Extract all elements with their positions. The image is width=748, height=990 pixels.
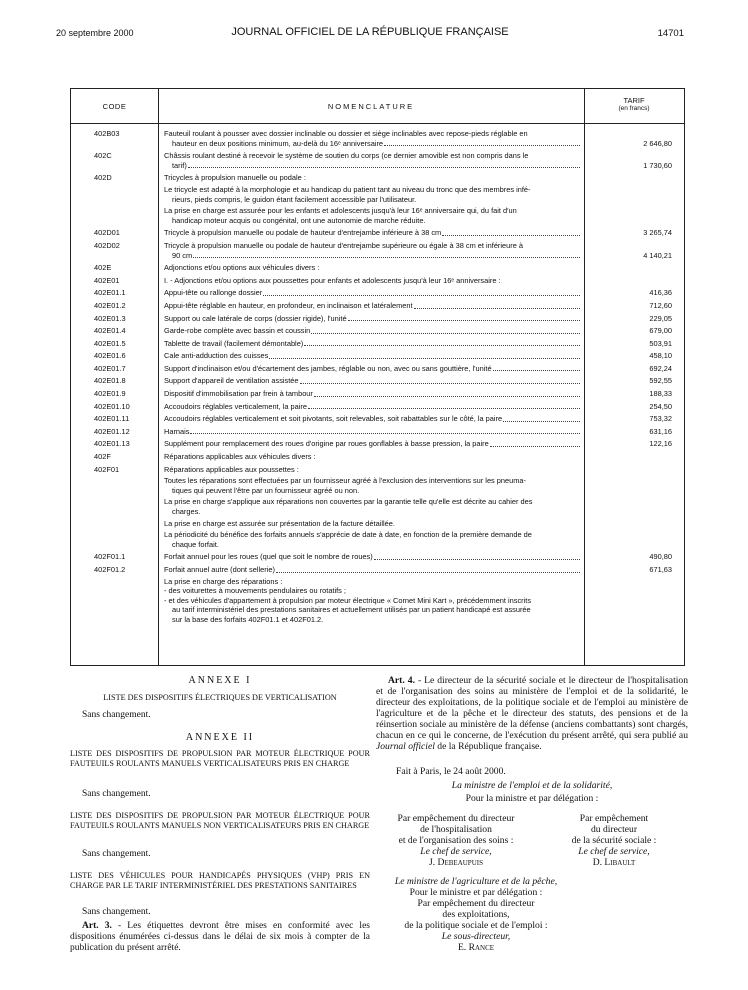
table-row — [71, 206, 684, 225]
nomenclature-line: Réparations applicables aux véhicules divers : — [164, 452, 316, 462]
table-row — [71, 497, 684, 516]
signature-agriculture — [376, 898, 576, 953]
annex2-body-1: Sans changement. — [82, 789, 151, 799]
nomenclature-line: chaque forfait. — [172, 539, 219, 549]
row-tarif: 503,91 — [649, 338, 672, 348]
table-row — [71, 552, 684, 562]
row-tarif — [584, 497, 684, 516]
row-tarif — [584, 173, 684, 183]
row-code: 402E01.1 — [94, 288, 126, 298]
row-tarif — [584, 263, 684, 273]
row-nomenclature — [158, 376, 584, 386]
signature-line: et de l'organisation des soins : — [398, 835, 514, 846]
nomenclature-line: tiques qui peuvent l'être par un fournisseur agréé ou non. — [172, 485, 360, 495]
row-code: 402E — [94, 263, 112, 273]
row-tarif: 692,24 — [649, 363, 672, 373]
signature-left — [376, 813, 536, 868]
row-tarif: 3 265,74 — [643, 228, 672, 238]
signature-line: de la sécurité sociale : — [571, 835, 657, 846]
row-nomenclature — [158, 129, 584, 148]
row-tarif — [584, 530, 684, 549]
header-tarif-unit: (en francs) — [618, 105, 650, 112]
row-nomenclature — [158, 565, 584, 575]
tariff-table — [70, 88, 685, 666]
annex2-heading-3: LISTE DES VÉHICULES POUR HANDICAPÉS PHYSIQUES (VHP) PRIS EN CHARGE PAR LE TARIF INTERMINISTÉRIEL DES PRESTATIONS SANITAIRES — [70, 871, 370, 890]
row-nomenclature — [158, 389, 584, 399]
annex2-body-3: Sans changement. — [82, 907, 151, 917]
row-code: 402E01.2 — [94, 300, 126, 310]
table-row — [71, 151, 684, 170]
table-row — [71, 301, 684, 311]
nomenclature-line: Tricycle à propulsion manuelle ou podale de hauteur d'entrejambe supérieure ou égale à 38 cm et inférieure à — [164, 240, 523, 250]
table-row — [71, 389, 684, 399]
nomenclature-line: Dispositif d'immobilisation par frein à tambour — [164, 389, 580, 399]
journal-title: JOURNAL OFFICIEL DE LA RÉPUBLIQUE FRANÇAISE — [231, 26, 509, 38]
row-code: 402E01.13 — [94, 439, 130, 449]
row-code: 402D02 — [94, 240, 120, 250]
row-code: 402F01 — [94, 464, 120, 474]
journal-officiel-ref: Journal officiel — [376, 741, 435, 752]
row-nomenclature — [158, 476, 584, 495]
table-row — [71, 185, 684, 204]
nomenclature-line: La prise en charge des réparations : — [164, 576, 283, 586]
row-tarif: 592,55 — [649, 376, 672, 386]
row-nomenclature — [158, 497, 584, 516]
nomenclature-line: Garde-robe complète avec bassin et coussin — [164, 326, 580, 336]
signatory-name: D. Libault — [592, 857, 636, 868]
signature-right — [540, 813, 688, 868]
signatory-role: Le chef de service, — [420, 846, 492, 857]
row-nomenclature — [158, 402, 584, 412]
row-nomenclature — [158, 228, 584, 238]
row-code — [71, 206, 158, 225]
row-nomenclature — [158, 173, 584, 183]
row-code: 402E01.12 — [94, 426, 130, 436]
nomenclature-line: - des voiturettes à mouvements pendulaires ou rotatifs ; — [164, 586, 346, 596]
row-tarif — [584, 452, 684, 462]
annex1-title: ANNEXE I — [188, 675, 252, 686]
nomenclature-line: handicap moteur acquis ou congénital, ont une autonomie de marche réduite. — [172, 215, 426, 225]
nomenclature-line: Forfait annuel autre (dont sellerie) — [164, 565, 580, 575]
table-row — [71, 427, 684, 437]
row-code: 402C — [94, 151, 112, 161]
page-number: 14701 — [657, 28, 684, 39]
row-code: 402D01 — [94, 228, 120, 238]
row-code: 402F01.2 — [94, 564, 126, 574]
annex2-heading-1: LISTE DES DISPOSITIFS DE PROPULSION PAR MOTEUR ÉLECTRIQUE POUR FAUTEUILS ROULANTS MANUELS VERTICALISATEURS PRIS EN CHARGE — [70, 749, 370, 768]
nomenclature-line: Support ou cale latérale de corps (dossier rigide), l'unité — [164, 314, 580, 324]
signature-line: de l'hospitalisation — [420, 824, 492, 835]
row-code: 402D — [94, 173, 112, 183]
row-tarif: 753,32 — [649, 414, 672, 424]
table-header — [71, 89, 684, 124]
nomenclature-line: tarif) — [164, 161, 580, 171]
row-tarif — [584, 519, 684, 529]
nomenclature-line: Accoudoirs réglables verticalement, la paire — [164, 402, 580, 412]
annex1-heading: LISTE DES DISPOSITIFS ÉLECTRIQUES DE VERTICALISATION — [103, 693, 337, 702]
row-nomenclature — [158, 263, 584, 273]
row-tarif: 490,80 — [649, 552, 672, 562]
nomenclature-line: - et des véhicules d'appartement à propulsion par moteur électrique « Cornet Mini Kart », précédemment inscrits — [164, 595, 532, 605]
signatory-name: E. Rance — [457, 942, 495, 953]
table-row — [71, 129, 684, 148]
nomenclature-line: charges. — [172, 507, 201, 516]
row-tarif: 671,63 — [649, 564, 672, 574]
annex2-title: ANNEXE II — [185, 732, 255, 743]
row-nomenclature — [158, 414, 584, 424]
nomenclature-line: Appui-tête réglable en hauteur, en profondeur, en inclinaison et latéralement — [164, 301, 580, 311]
row-nomenclature — [158, 326, 584, 336]
signature-line: Par empêchement — [579, 813, 649, 824]
row-code: 402E01.11 — [94, 414, 130, 424]
row-nomenclature — [158, 276, 584, 286]
minister-2 — [376, 876, 576, 887]
page-header — [56, 26, 684, 42]
table-row — [71, 577, 684, 625]
row-nomenclature — [158, 339, 584, 349]
row-nomenclature — [158, 439, 584, 449]
row-tarif — [584, 577, 684, 625]
signature-line: Par empêchement du directeur — [417, 898, 535, 909]
row-code — [71, 497, 158, 516]
row-nomenclature — [158, 288, 584, 298]
row-code: 402E01.8 — [94, 376, 126, 386]
article-4-end: de la République française. — [434, 741, 542, 752]
row-code: 402F — [94, 452, 111, 462]
table-row — [71, 173, 684, 183]
row-nomenclature — [158, 530, 584, 549]
header-code: CODE — [102, 102, 127, 111]
row-tarif: 4 140,21 — [643, 250, 672, 260]
signature-line: Par empêchement du directeur — [397, 813, 515, 824]
nomenclature-line: Supplément pour remplacement des roues d'origine par roues gonflables à basse pression, la paire — [164, 439, 580, 449]
nomenclature-line: Toutes les réparations sont effectuées par un fournisseur agréé à l'exclusion des interventions sur les pneuma- — [164, 476, 526, 486]
row-tarif: 416,36 — [649, 288, 672, 298]
table-row — [71, 452, 684, 462]
table-row — [71, 476, 684, 495]
table-row — [71, 439, 684, 449]
row-code: 402F01.1 — [94, 552, 126, 562]
nomenclature-line: Réparations applicables aux poussettes : — [164, 464, 299, 474]
table-row — [71, 241, 684, 260]
table-body — [71, 129, 684, 625]
article-3-text: - Les étiquettes devront être mises en conformité avec les dispositions énumérées ci-dessus dans le délai de six mois à compter de la publication du présent arrêté. — [70, 921, 370, 953]
row-code: 402E01 — [94, 275, 120, 285]
publication-date: 20 septembre 2000 — [56, 28, 134, 38]
row-code: 402E01.10 — [94, 401, 130, 411]
row-tarif: 2 646,80 — [643, 138, 672, 148]
table-row — [71, 314, 684, 324]
nomenclature-line: Support d'inclinaison et/ou d'écartement des jambes, réglable ou non, avec ou sans gouttière, l'unité — [164, 364, 580, 374]
nomenclature-line: Adjonctions et/ou options aux véhicules divers : — [164, 263, 320, 273]
row-code: 402B03 — [94, 129, 120, 138]
nomenclature-line: Tricycle à propulsion manuelle ou podale de hauteur d'entrejambe inférieure à 38 cm — [164, 228, 580, 238]
header-tarif-label: TARIF — [623, 96, 645, 105]
article-4-text: - Le directeur de la sécurité sociale et le directeur de l'hospitalisation et de l'organisation des soins au ministère de l'emploi et de la solidarité, le directeur des exploitations, de la politique sociale et de l'emploi au ministère de l'agriculture et de la pêche et le directeur des statuts, des pensions et de la réinsertion sociale au ministère de la défense (anciens combattants) sont chargés, chacun en ce qui le concerne, de l'exécution du présent arrêté, qui sera publié au — [376, 675, 688, 741]
table-row — [71, 465, 684, 475]
nomenclature-line: Tricycles à propulsion manuelle ou podale : — [164, 173, 306, 183]
table-row — [71, 414, 684, 424]
row-tarif: 122,16 — [649, 439, 672, 449]
row-code: 402E01.9 — [94, 389, 126, 399]
signatory-role: Le chef de service, — [578, 846, 650, 857]
row-tarif: 254,50 — [649, 401, 672, 411]
table-row — [71, 519, 684, 529]
row-nomenclature — [158, 577, 584, 625]
minister-2-title: Le ministre de l'agriculture et de la pêche, — [394, 876, 558, 887]
row-tarif — [584, 465, 684, 475]
table-row — [71, 565, 684, 575]
annex2-body-2: Sans changement. — [82, 849, 151, 859]
row-nomenclature — [158, 427, 584, 437]
row-code — [71, 530, 158, 549]
row-code: 402E01.6 — [94, 351, 126, 361]
row-nomenclature — [158, 452, 584, 462]
table-row — [71, 326, 684, 336]
row-code: 402E01.5 — [94, 338, 126, 348]
article-3-label: Art. 3. — [82, 921, 112, 931]
nomenclature-line: hauteur en deux positions minimum, au-delà du 16ᵉ anniversaire — [164, 139, 580, 149]
row-nomenclature — [158, 364, 584, 374]
row-code — [71, 577, 158, 625]
row-code: 402E01.3 — [94, 313, 126, 323]
article-4-label: Art. 4. — [388, 675, 415, 686]
nomenclature-line: Le tricycle est adapté à la morphologie et au handicap du patient tant au niveau du tronc que des membres infé- — [164, 184, 531, 194]
nomenclature-line: Forfait annuel pour les roues (quel que soit le nombre de roues) — [164, 552, 580, 562]
nomenclature-line: I. - Adjonctions et/ou options aux poussettes pour enfants et adolescents jusqu'à leur 16ᵉ anniversaire : — [164, 275, 501, 285]
nomenclature-line: La prise en charge est assurée pour les enfants et adolescents jusqu'à leur 16ᵉ anniversaire qui, du fait d'un — [164, 206, 517, 216]
table-row — [71, 228, 684, 238]
row-nomenclature — [158, 519, 584, 529]
table-row — [71, 351, 684, 361]
annex2-heading-2: LISTE DES DISPOSITIFS DE PROPULSION PAR MOTEUR ÉLECTRIQUE POUR FAUTEUILS ROULANTS MANUELS NON VERTICALISATEURS PRIS EN CHARGE — [70, 811, 370, 830]
nomenclature-line: sur la base des forfaits 402F01.1 et 402F01.2. — [172, 614, 324, 624]
nomenclature-line: au tarif interministériel des prestations sanitaires et actuellement utilisés par un patient handicapé est assurée — [172, 605, 531, 615]
row-nomenclature — [158, 151, 584, 170]
nomenclature-line: La prise en charge est assurée sur présentation de la facture détaillée. — [164, 518, 395, 528]
nomenclature-line: Accoudoirs réglables verticalement et soit pivotants, soit relevables, soit rabattables sur le côté, la paire — [164, 414, 580, 424]
nomenclature-line: La périodicité du bénéfice des forfaits annuels s'apprécie de date à date, en fonction de la première demande de — [164, 530, 532, 540]
minister-1-title: La ministre de l'emploi et de la solidarité, — [451, 780, 613, 791]
row-code — [71, 185, 158, 204]
header-nomenclature: NOMENCLATURE — [327, 102, 415, 111]
row-nomenclature — [158, 301, 584, 311]
signatory-role: Le sous-directeur, — [441, 931, 511, 942]
nomenclature-line: rieurs, pieds compris, le guidon étant facilement accessible par l'utilisateur. — [172, 194, 417, 204]
table-row — [71, 376, 684, 386]
delegation-1: Pour la ministre et par délégation : — [465, 793, 599, 804]
row-tarif: 229,05 — [649, 313, 672, 323]
row-nomenclature — [158, 206, 584, 225]
row-nomenclature — [158, 185, 584, 204]
nomenclature-line: Tablette de travail (facilement démontable) — [164, 339, 580, 349]
article-3 — [70, 921, 370, 954]
row-nomenclature — [158, 314, 584, 324]
row-tarif — [584, 476, 684, 495]
row-tarif: 631,16 — [649, 426, 672, 436]
row-tarif: 712,60 — [649, 300, 672, 310]
nomenclature-line: Harnais — [164, 427, 580, 437]
nomenclature-line: 90 cm — [164, 251, 580, 261]
nomenclature-line: Fauteuil roulant à pousser avec dossier inclinable ou dossier et siège inclinables avec repose-pieds réglable en — [164, 129, 528, 138]
row-nomenclature — [158, 552, 584, 562]
row-tarif: 1 730,60 — [643, 160, 672, 170]
nomenclature-line: Support d'appareil de ventilation assistée — [164, 376, 580, 386]
row-tarif — [584, 206, 684, 225]
row-code — [71, 519, 158, 529]
row-nomenclature — [158, 465, 584, 475]
row-tarif — [584, 185, 684, 204]
table-row — [71, 339, 684, 349]
signature-line: de la politique sociale et de l'emploi : — [404, 920, 548, 931]
nomenclature-line: La prise en charge s'applique aux réparations non couvertes par la garantie telle qu'elle est décrite au cahier des — [164, 497, 533, 507]
row-tarif: 679,00 — [649, 326, 672, 336]
annex1-body: Sans changement. — [82, 710, 151, 720]
nomenclature-line: Cale anti-adduction des cuisses — [164, 351, 580, 361]
signature-line: des exploitations, — [442, 909, 510, 920]
minister-1 — [376, 780, 688, 791]
signature-line: du directeur — [590, 824, 638, 835]
table-row — [71, 530, 684, 549]
row-code: 402E01.7 — [94, 363, 126, 373]
row-code: 402E01.4 — [94, 326, 126, 336]
row-nomenclature — [158, 351, 584, 361]
table-row — [71, 276, 684, 286]
row-code — [71, 476, 158, 495]
header-tarif — [584, 97, 684, 113]
table-row — [71, 364, 684, 374]
row-tarif: 458,10 — [649, 351, 672, 361]
row-tarif: 188,33 — [649, 389, 672, 399]
table-row — [71, 288, 684, 298]
article-4 — [376, 675, 688, 752]
nomenclature-line: Appui-tête ou rallonge dossier — [164, 288, 580, 298]
signatory-name: J. Debeaupuis — [429, 857, 483, 868]
table-row — [71, 402, 684, 412]
table-row — [71, 263, 684, 273]
nomenclature-line: Châssis roulant destiné à recevoir le système de soutien du corps (ce dernier amovible est non compris dans le — [164, 151, 529, 161]
signature-date: Fait à Paris, le 24 août 2000. — [396, 766, 506, 777]
row-tarif — [584, 276, 684, 286]
row-nomenclature — [158, 241, 584, 260]
delegation-2: Pour le ministre et par délégation : — [409, 887, 543, 898]
